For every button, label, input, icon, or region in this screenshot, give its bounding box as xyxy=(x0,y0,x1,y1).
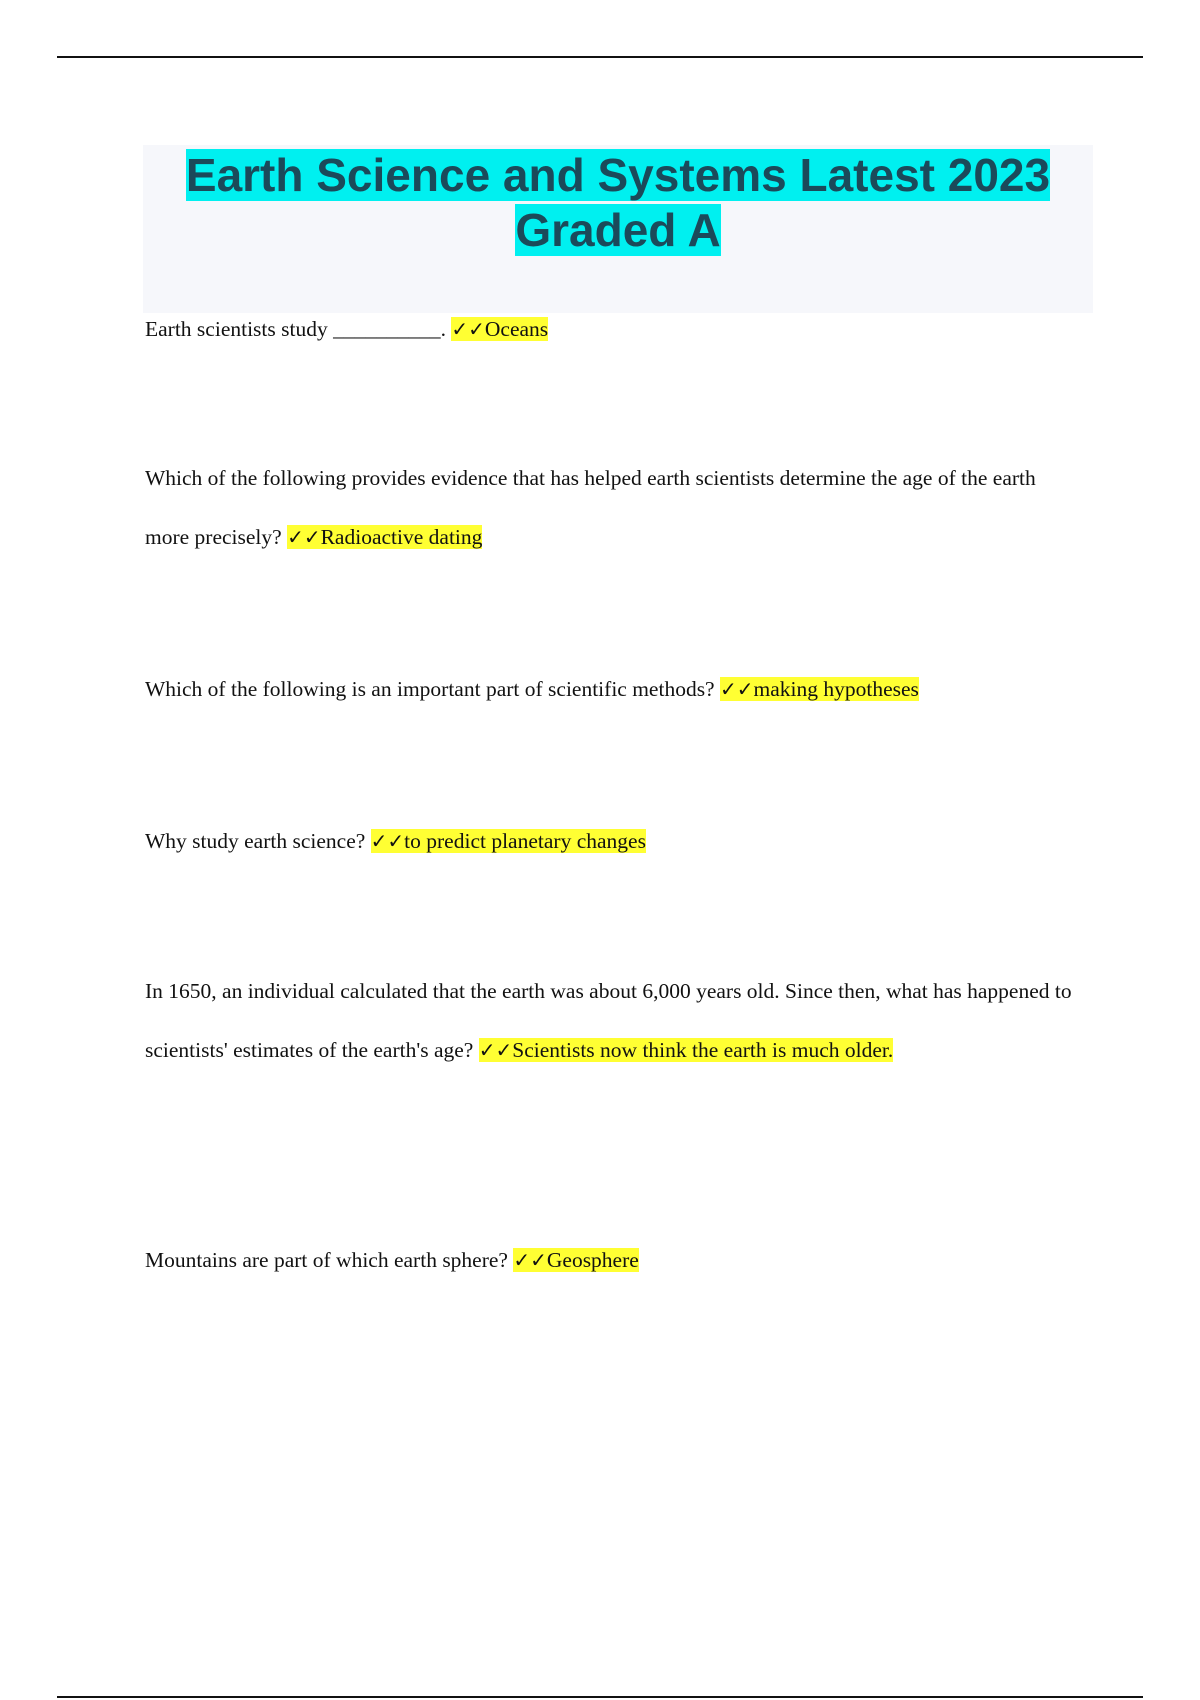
answer-highlight xyxy=(479,1038,894,1062)
check-icon: ✓✓ xyxy=(513,1248,547,1272)
question-text: In 1650, an individual calculated that the earth was about 6,000 years old. Since then, what has happened to scientists' estimates of the earth's age? xyxy=(145,979,1072,1062)
qa-item-5 xyxy=(145,962,1080,1080)
answer-highlight xyxy=(513,1248,638,1272)
answer-highlight xyxy=(720,677,919,701)
qa-item-4 xyxy=(145,812,1080,871)
check-icon: ✓✓ xyxy=(451,317,485,341)
question-text: Mountains are part of which earth sphere? xyxy=(145,1248,508,1272)
question-text: Which of the following provides evidence that has helped earth scientists determine the age of the earth more precisely? xyxy=(145,466,1036,549)
document-title-text: Earth Science and Systems Latest 2023 Graded A xyxy=(185,149,1051,256)
answer-highlight xyxy=(451,317,548,341)
qa-item-6 xyxy=(145,1231,1080,1290)
check-icon: ✓✓ xyxy=(370,829,405,853)
document-title xyxy=(143,145,1093,258)
check-icon: ✓✓ xyxy=(719,677,754,701)
check-icon: ✓✓ xyxy=(287,525,321,549)
check-icon: ✓✓ xyxy=(478,1038,513,1062)
answer-text: making hypotheses xyxy=(753,677,919,701)
qa-item-1 xyxy=(145,300,1080,359)
answer-text: Geosphere xyxy=(546,1248,639,1272)
answer-text: to predict planetary changes xyxy=(404,829,646,853)
question-text: Earth scientists study __________. xyxy=(145,317,446,341)
qa-item-3 xyxy=(145,660,1080,719)
answer-highlight xyxy=(287,525,482,549)
bottom-rule xyxy=(57,1696,1143,1698)
title-block xyxy=(143,145,1093,313)
qa-item-2 xyxy=(145,449,1080,567)
answer-highlight xyxy=(371,829,646,853)
answer-text: Scientists now think the earth is much older. xyxy=(512,1038,894,1062)
question-text: Why study earth science? xyxy=(145,829,366,853)
question-text: Which of the following is an important part of scientific methods? xyxy=(145,677,715,701)
answer-text: Oceans xyxy=(484,317,549,341)
top-rule xyxy=(57,56,1143,58)
answer-text: Radioactive dating xyxy=(320,525,483,549)
